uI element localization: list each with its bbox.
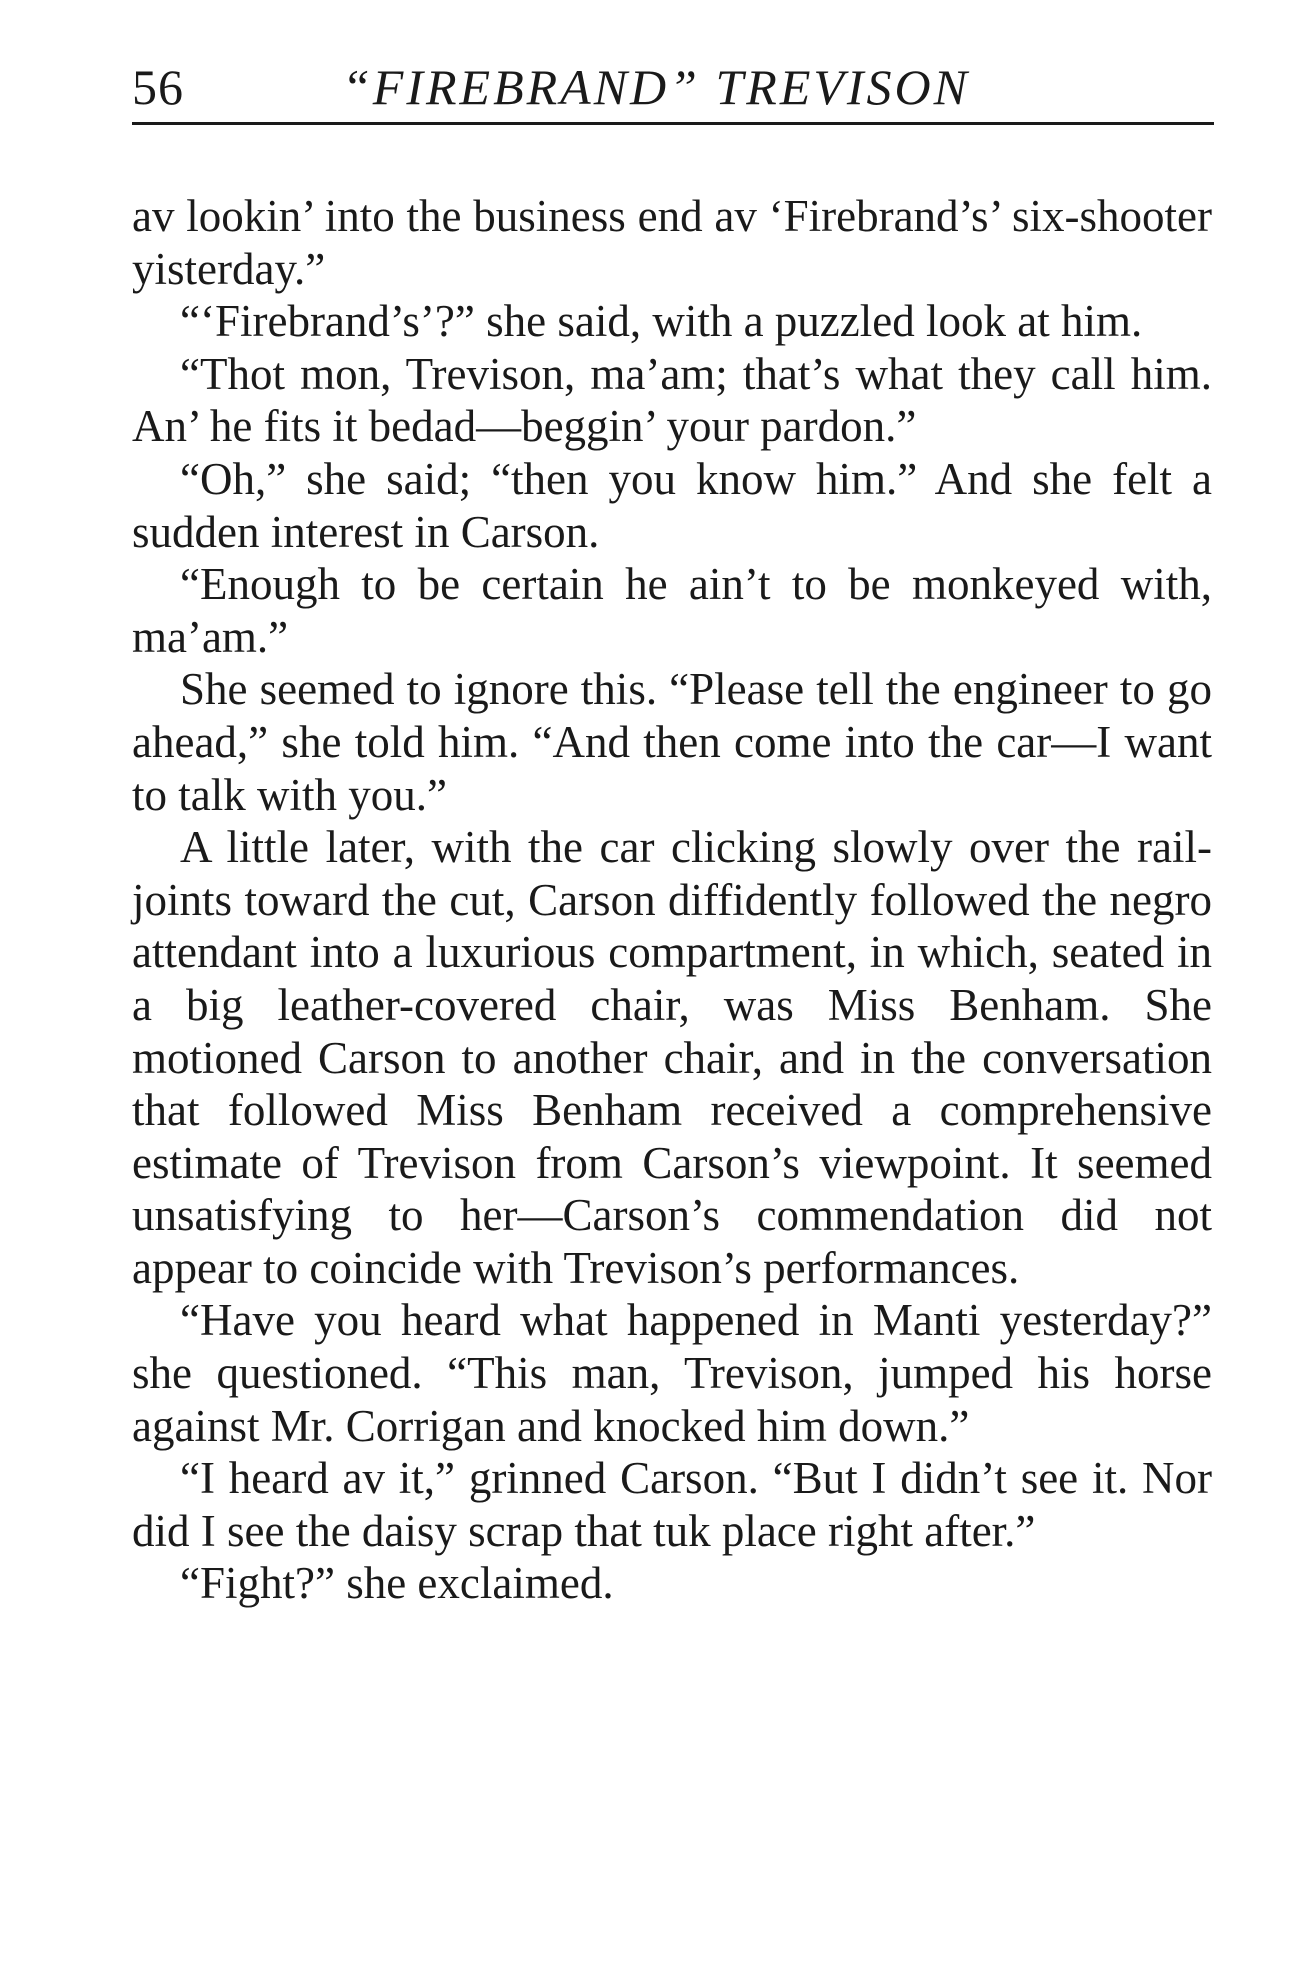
running-title: “FIREBRAND” TREVISON bbox=[342, 59, 971, 115]
paragraph: A little later, with the car clicking slowly over the rail-joints toward the cut, Carson diffidently followed the negro attendant into a luxurious compartment, in which, seated in a big leather-covered chair, was Miss Benham. She motioned Carson to another chair, and in the conversation that followed Miss Benham received a comprehensive estimate of Trevison from Carson’s viewpoint. It seemed unsatisfying to her—Carson’s commendation did not appear to coincide with Trevison’s performances. bbox=[132, 822, 1212, 1293]
paragraph: “‘Firebrand’s’?” she said, with a puzzled look at him. bbox=[180, 296, 1143, 347]
running-head bbox=[132, 58, 1212, 128]
page-number: 56 bbox=[132, 59, 184, 115]
body-text bbox=[132, 190, 1212, 1610]
paragraph: “Oh,” she said; “then you know him.” And she felt a sudden interest in Carson. bbox=[132, 453, 1212, 557]
paragraph: av lookin’ into the business end av ‘Firebrand’s’ six-shooter yisterday.” bbox=[132, 191, 1212, 294]
paragraph: “Thot mon, Trevison, ma’am; that’s what they call him. An’ he fits it bedad—beggin’ your pardon.” bbox=[132, 348, 1212, 452]
paragraph: “Fight?” she exclaimed. bbox=[180, 1558, 614, 1609]
paragraph: “I heard av it,” grinned Carson. “But I didn’t see it. Nor did I see the daisy scrap that tuk place right after.” bbox=[132, 1453, 1212, 1556]
header-rule bbox=[132, 122, 1214, 125]
paragraph: “Have you heard what happened in Manti yesterday?” she questioned. “This man, Trevison, jumped his horse against Mr. Corrigan and knocked him down.” bbox=[132, 1295, 1212, 1451]
paragraph: She seemed to ignore this. “Please tell the engineer to go ahead,” she told him. “And then come into the car—I want to talk with you.” bbox=[132, 664, 1212, 820]
paragraph: “Enough to be certain he ain’t to be monkeyed with, ma’am.” bbox=[132, 559, 1212, 662]
